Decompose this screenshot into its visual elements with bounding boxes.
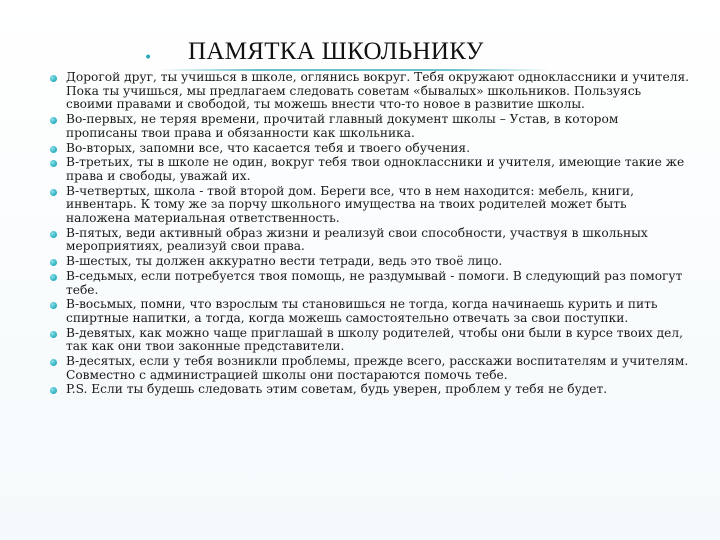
list-item-text: В-седьмых, если потребуется твоя помощь, не раздумывай - помоги. В следующий раз помогут тебе.: [66, 268, 683, 297]
list-item-text: Во-первых, не теряя времени, прочитай главный документ школы – Устав, в котором прописаны твои права и обязанности как школьника.: [66, 112, 619, 140]
list-item-text: В-девятых, как можно чаще приглашай в школу родителей, чтобы они были в курсе твоих дел, так как они твои законные представители.: [66, 325, 683, 354]
teal-dot-icon: [50, 302, 57, 309]
list-item: [50, 327, 690, 354]
list-item-text: В-десятых, если у тебя возникли проблемы, прежде всего, расскажи воспитателям и учителям. Совместно с администрацией школы они постараются помочь тебе.: [66, 354, 689, 382]
list-item: [50, 227, 690, 254]
teal-dot-icon: [50, 387, 57, 394]
teal-dot-icon: [50, 231, 57, 238]
list-item-text: P.S. Если ты будешь следовать этим советам, будь уверен, проблем у тебя не будет.: [66, 382, 608, 397]
list-item-text: В-третьих, ты в школе не один, вокруг тебя твои одноклассники и учителя, имеющие такие же права и свободы, уважай их.: [66, 155, 685, 183]
memo-content: [50, 71, 690, 398]
teal-dot-icon: [50, 259, 57, 266]
teal-dot-icon: [50, 117, 57, 124]
list-item: [50, 383, 690, 397]
list-item: [50, 113, 690, 140]
list-item: [50, 156, 690, 183]
list-item: [50, 71, 690, 112]
title-bullet-marker: •: [144, 50, 153, 66]
list-item: [50, 142, 690, 156]
list-item-text: В-шестых, ты должен аккуратно вести тетради, ведь это твоё лицо.: [66, 254, 503, 269]
list-item: [50, 185, 690, 226]
list-item: [50, 298, 690, 325]
teal-dot-icon: [50, 189, 57, 196]
teal-dot-icon: [50, 359, 57, 366]
list-item-text: В-восьмых, помни, что взрослым ты становишься не тогда, когда начинаешь курить и пить спиртные напитки, а тогда, когда можешь самостоятельно отвечать за свои поступки.: [66, 297, 658, 325]
list-item: [50, 355, 690, 382]
teal-dot-icon: [50, 146, 57, 153]
list-item-text: В-четвертых, школа - твой второй дом. Береги все, что в нем находится: мебель, книги, инвентарь. К тому же за порчу школьного имущества на твоих родителей может быть наложена материальная ответственность.: [66, 183, 634, 226]
memo-list: [50, 71, 690, 397]
teal-dot-icon: [50, 75, 57, 82]
list-item-text: В-пятых, веди активный образ жизни и реализуй свои способности, участвуя в школьных мероприятиях, реализуй свои права.: [66, 225, 648, 254]
page-title: ПАМЯТКА ШКОЛЬНИКУ: [188, 38, 484, 65]
list-item-text: Дорогой друг, ты учишься в школе, оглянись вокруг. Тебя окружают одноклассники и учителя. Пока ты учишься, мы предлагаем следовать советам «бывалых» школьников. Пользуясь своими правами и свободой, ты можешь внести что-то новое в развитие школы.: [66, 70, 690, 112]
list-item: [50, 270, 690, 297]
teal-dot-icon: [50, 331, 57, 338]
list-item: [50, 255, 690, 269]
teal-dot-icon: [50, 274, 57, 281]
list-item-text: Во-вторых, запомни все, что касается тебя и твоего обучения.: [66, 140, 470, 155]
teal-dot-icon: [50, 160, 57, 167]
